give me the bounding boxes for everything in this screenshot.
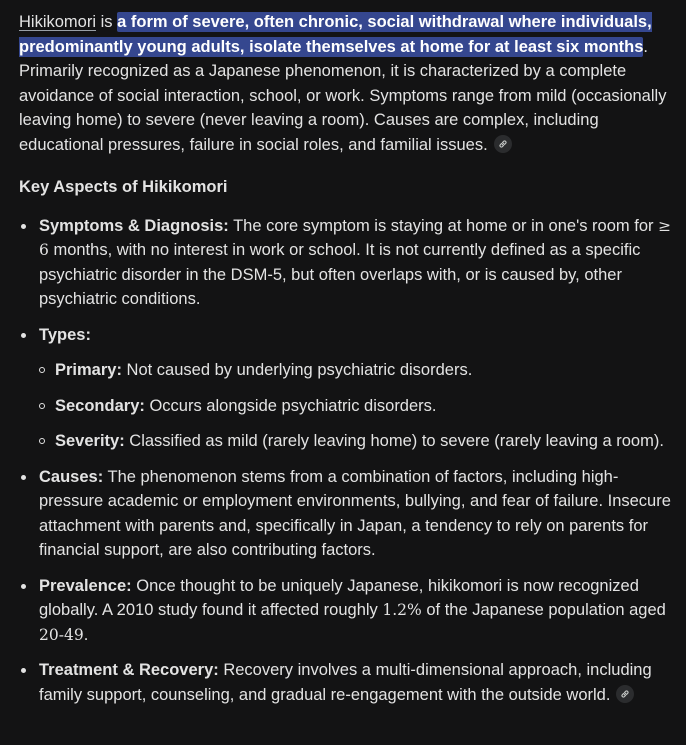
item-label: Prevalence: [39, 576, 132, 595]
math-expression: 1.2% [382, 601, 422, 619]
term-hikikomori[interactable]: Hikikomori [19, 13, 97, 31]
item-label: Treatment & Recovery: [39, 661, 219, 679]
list-item-symptoms: Symptoms & Diagnosis: The core symptom is staying at home or in one's room for ≥ 6 months, with no interest in work or school. It is not currently defined as a specific psychiatric disorder in the DSM-5, but often overlaps with, or is caused by, other psychiatric conditions. [19, 214, 672, 312]
section-heading: Key Aspects of Hikikomori [19, 178, 228, 196]
item-label: Causes: [39, 467, 104, 486]
list-item-types [19, 323, 672, 454]
item-label: Types: [39, 325, 91, 344]
sublist-item-primary: Primary: Not caused by underlying psychiatric disorders. [39, 358, 672, 383]
sublist-item-severity: Severity: Classified as mild (rarely leaving home) to severe (rarely leaving a room). [39, 429, 672, 454]
highlighted-definition: a form of severe, often chronic, social withdrawal where individuals, predominantly young adults, isolate themselves at home for at least six months [19, 13, 652, 56]
intro-rest: . Primarily recognized as a Japanese phenomenon, it is characterized by a complete avoidance of social interaction, school, or work. Symptoms range from mild (occasionally leaving home) to severe (never leaving a room). Causes are complex, including educational pressures, failure in social roles, and familial issues. [19, 37, 667, 154]
link-icon[interactable] [616, 685, 634, 703]
item-label: Symptoms & Diagnosis: [39, 216, 229, 235]
math-expression: ≥ 6 [39, 216, 672, 259]
math-expression: 20-49 [39, 625, 84, 644]
list-item-causes: Causes: The phenomenon stems from a combination of factors, including high-pressure academic or employment environments, bullying, and fear of failure. Insecure attachment with parents and, specifically in Japan, a tendency to rely on parents for financial support, are also contributing factors. [19, 465, 672, 563]
aspects-list [19, 214, 672, 708]
list-item-prevalence: Prevalence: Once thought to be uniquely Japanese, hikikomori is now recognized globally. A 2010 study found it affected roughly 1.2% of the Japanese population aged 20-49. [19, 574, 672, 648]
intro-paragraph: Hikikomori is a form of severe, often chronic, social withdrawal where individuals, predominantly young adults, isolate themselves at home for at least six months. Primarily recognized as a Japanese phenomenon, it is characterized by a complete avoidance of social interaction, school, or work. Symptoms range from mild (occasionally leaving home) to severe (never leaving a room). Causes are complex, including educational pressures, failure in social roles, and familial issues. [19, 13, 667, 154]
list-item-treatment: Treatment & Recovery: Recovery involves a multi-dimensional approach, including family support, counseling, and gradual re-engagement with the outside world. [19, 658, 672, 707]
sublist-item-secondary: Secondary: Occurs alongside psychiatric disorders. [39, 394, 672, 419]
link-icon[interactable] [494, 135, 512, 153]
types-sublist [39, 358, 672, 454]
